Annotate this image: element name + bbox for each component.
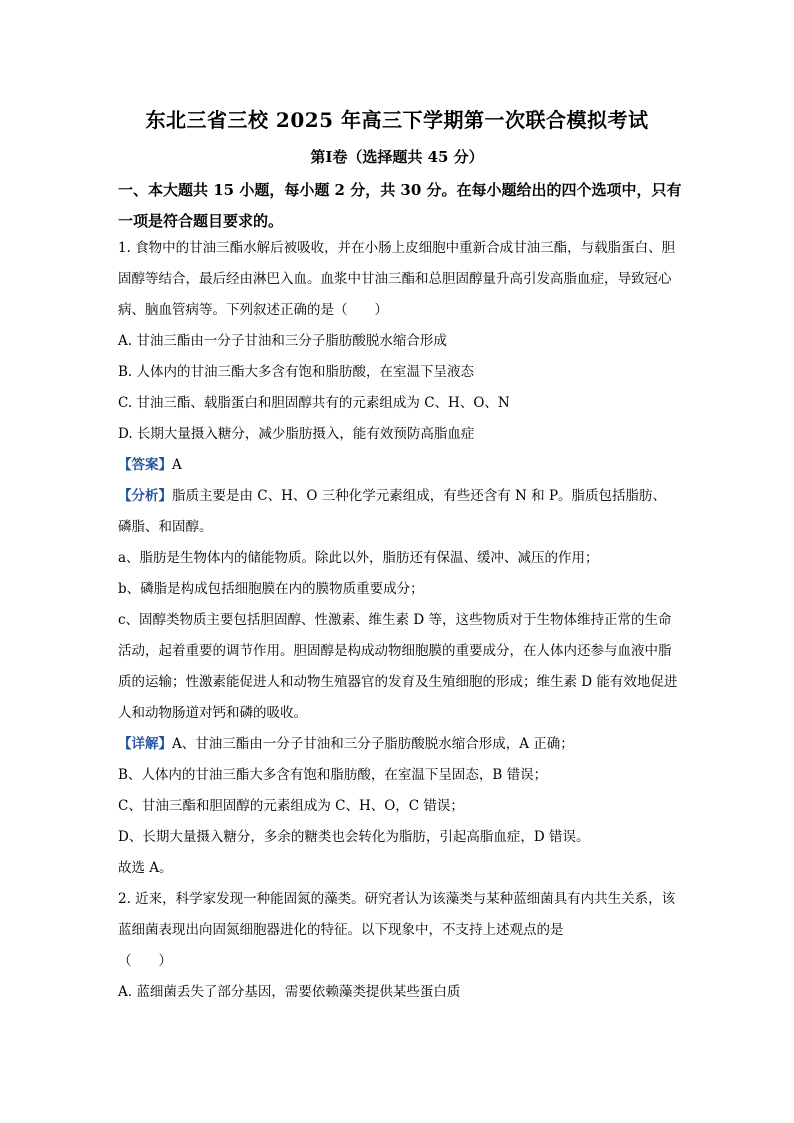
detail-tag: 【详解】 <box>118 736 172 752</box>
q1-option-d: D. 长期大量摄入糖分，减少脂肪摄入，能有效预防高脂血症 <box>118 426 475 442</box>
detail-a: A、甘油三酯由一分子甘油和三分子脂肪酸脱水缩合形成，A 正确； <box>172 736 574 752</box>
q2-stem: 2. 近来，科学家发现一种能固氮的藻类。研究者认为该藻类与某种蓝细菌具有内共生关系，该蓝细菌表现出向固氮细胞器进化的特征。以下现象中，不支持上述观点的是 <box>118 891 676 938</box>
q1-option-b: B. 人体内的甘油三酯大多含有饱和脂肪酸，在室温下呈液态 <box>118 364 475 380</box>
q1-analysis <box>118 481 678 543</box>
question-content <box>118 233 678 1008</box>
exam-subtitle: 第Ⅰ卷（选择题共 45 分） <box>310 148 484 166</box>
analysis-text: 脂质主要是由 C、H、O 三种化学元素组成，有些还含有 N 和 P。脂质包括脂肪、磷脂、和固醇。 <box>118 488 667 535</box>
q1-analysis-b: b、磷脂是构成包括细胞膜在内的膜物质重要成分； <box>118 581 424 597</box>
analysis-tag: 【分析】 <box>118 488 172 504</box>
q2-option-a: A. 蓝细菌丢失了部分基因，需要依赖藻类提供某些蛋白质 <box>118 984 461 1000</box>
q1-detail-d: D、长期大量摄入糖分，多余的糖类也会转化为脂肪，引起高脂血症，D 错误。 <box>118 829 590 845</box>
exam-title: 东北三省三校 2025 年高三下学期第一次联合模拟考试 <box>145 108 649 132</box>
q1-stem: 1. 食物中的甘油三酯水解后被吸收，并在小肠上皮细胞中重新合成甘油三酯，与载脂蛋白、胆固醇等结合，最后经由淋巴入血。血浆中甘油三酯和总胆固醇量升高引发高脂血症，导致冠心病、脑血管病等。下列叙述正确的是（ ） <box>118 240 676 318</box>
q1-option-a: A. 甘油三酯由一分子甘油和三分子脂肪酸脱水缩合形成 <box>118 333 447 349</box>
section-heading: 一、本大题共 15 小题，每小题 2 分，共 30 分。在每小题给出的四个选项中，只有一项是符合题目要求的。 <box>118 181 682 230</box>
q1-detail <box>118 729 678 760</box>
q1-detail-b: B、人体内的甘油三酯大多含有饱和脂肪酸，在室温下呈固态，B 错误； <box>118 767 548 783</box>
q1-option-c: C. 甘油三酯、载脂蛋白和胆固醇共有的元素组成为 C、H、O、N <box>118 395 510 411</box>
q1-detail-c: C、甘油三酯和胆固醇的元素组成为 C、H、O，C 错误； <box>118 798 464 814</box>
q2-stem-paren: （ ） <box>118 953 172 969</box>
q1-analysis-c: c、固醇类物质主要包括胆固醇、性激素、维生素 D 等，这些物质对于生物体维持正常的生命活动，起着重要的调节作用。胆固醇是构成动物细胞膜的重要成分，在人体内还参与血液中脂质的运输；性激素能促进人和动物生殖器官的发育及生殖细胞的形成；维生素 D 能有效地促进人和动物肠道对钙和磷的吸收。 <box>118 612 678 721</box>
answer-tag: 【答案】 <box>118 457 172 473</box>
q1-conclusion: 故选 A。 <box>118 860 173 876</box>
q1-analysis-a: a、脂肪是生物体内的储能物质。除此以外，脂肪还有保温、缓冲、减压的作用； <box>118 550 599 566</box>
answer-value: A <box>172 457 182 473</box>
q1-answer <box>118 450 678 481</box>
